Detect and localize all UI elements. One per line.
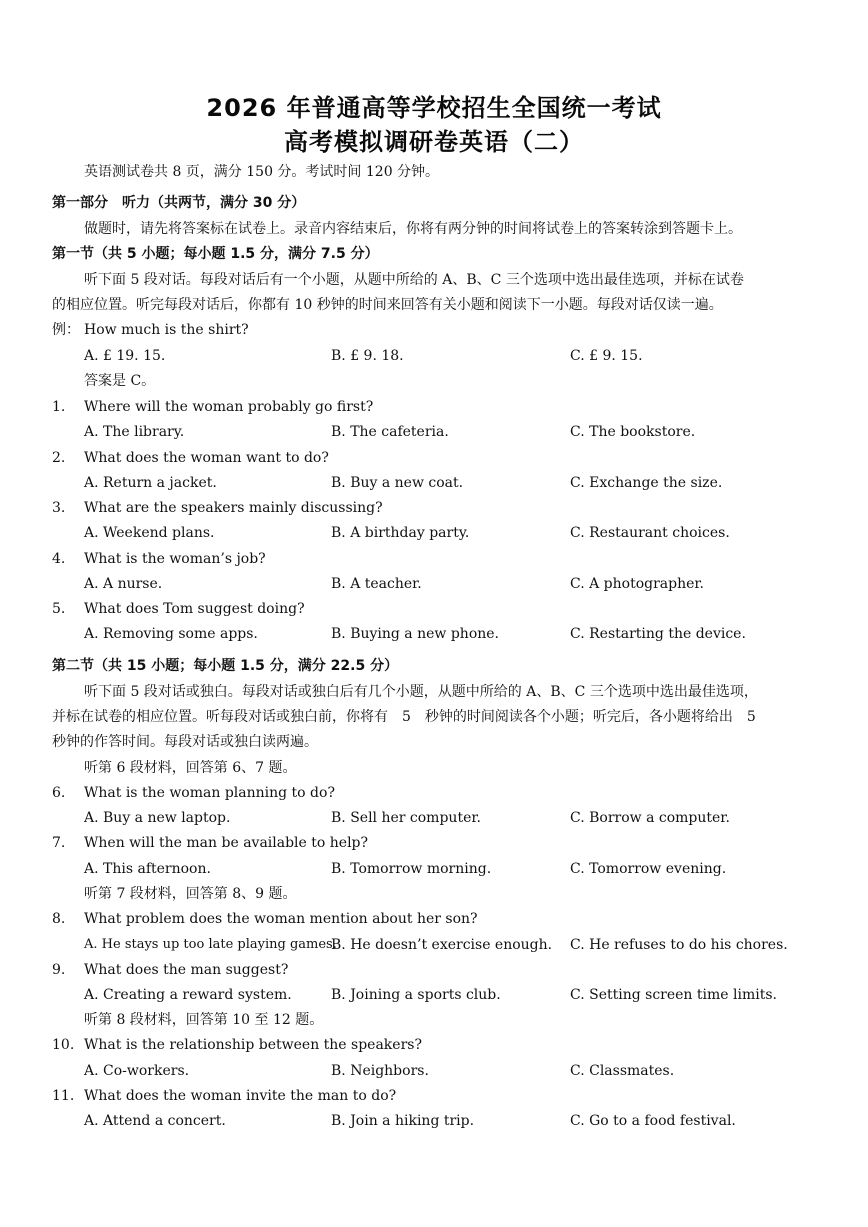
question-text: Where will the woman probably go first? xyxy=(84,399,374,415)
question-number: 9. xyxy=(52,962,66,978)
option-c: C. Tomorrow evening. xyxy=(570,861,727,877)
question-text: What does Tom suggest doing? xyxy=(84,601,305,617)
option-b: B. Neighbors. xyxy=(331,1063,429,1079)
section1-instructions-2: 的相应位置。听完每段对话后，你都有 10 秒钟的时间来回答有关小题和阅读下一小题。每段对话仅读一遍。 xyxy=(52,297,723,313)
question-number: 2. xyxy=(52,450,66,466)
option-c: C. Go to a food festival. xyxy=(570,1113,736,1129)
option-b: B. Tomorrow morning. xyxy=(331,861,492,877)
example-option-b: B. £ 9. 18. xyxy=(331,348,404,364)
option-c: C. Restarting the device. xyxy=(570,626,746,642)
example-answer: 答案是 C。 xyxy=(84,373,156,389)
exam-subtitle: 高考模拟调研卷英语（二） xyxy=(284,128,584,156)
section2-instructions-3: 秒钟的作答时间。每段对话或独白读两遍。 xyxy=(52,734,318,750)
option-a: A. This afternoon. xyxy=(84,861,211,877)
option-b: B. The cafeteria. xyxy=(331,424,449,440)
material-8-note: 听第 8 段材料，回答第 10 至 12 题。 xyxy=(84,1012,324,1028)
question-text: What does the man suggest? xyxy=(84,962,289,978)
option-b: B. A teacher. xyxy=(331,576,422,592)
option-c: C. Restaurant choices. xyxy=(570,525,730,541)
option-a: A. A nurse. xyxy=(84,576,163,592)
question-number: 4. xyxy=(52,551,66,567)
part1-instructions: 做题时，请先将答案标在试卷上。录音内容结束后，你将有两分钟的时间将试卷上的答案转涂到答题卡上。 xyxy=(84,221,742,237)
question-text: What are the speakers mainly discussing? xyxy=(84,500,383,516)
example-prefix: 例： xyxy=(52,322,80,338)
option-c: C. A photographer. xyxy=(570,576,705,592)
question-number: 5. xyxy=(52,601,66,617)
question-number: 7. xyxy=(52,835,66,851)
question-text: What is the woman’s job? xyxy=(84,551,266,567)
intro-text: 英语测试卷共 8 页，满分 150 分。考试时间 120 分钟。 xyxy=(84,164,440,180)
example-option-c: C. £ 9. 15. xyxy=(570,348,643,364)
option-a: A. Co-workers. xyxy=(84,1063,190,1079)
section2-instructions-1: 听下面 5 段对话或独白。每段对话或独白后有几个小题，从题中所给的 A、B、C 三个选项中选出最佳选项， xyxy=(84,684,758,700)
option-a: A. The library. xyxy=(84,424,185,440)
section2-heading: 第二节（共 15 小题；每小题 1.5 分，满分 22.5 分） xyxy=(52,658,399,674)
option-b: B. Sell her computer. xyxy=(331,810,481,826)
option-c: C. Classmates. xyxy=(570,1063,675,1079)
option-b: B. Buy a new coat. xyxy=(331,475,464,491)
question-number: 3. xyxy=(52,500,66,516)
question-number: 10. xyxy=(52,1037,75,1053)
option-b: B. Buying a new phone. xyxy=(331,626,499,642)
option-a: A. Return a jacket. xyxy=(84,475,217,491)
example-question: How much is the shirt? xyxy=(84,322,249,338)
option-a: A. He stays up too late playing games. xyxy=(84,937,337,952)
example-option-a: A. £ 19. 15. xyxy=(84,348,166,364)
option-a: A. Weekend plans. xyxy=(84,525,215,541)
section1-instructions-1: 听下面 5 段对话。每段对话后有一个小题，从题中所给的 A、B、C 三个选项中选出最佳选项，并标在试卷 xyxy=(84,272,744,288)
option-c: C. Exchange the size. xyxy=(570,475,723,491)
option-c: C. The bookstore. xyxy=(570,424,696,440)
option-c: C. He refuses to do his chores. xyxy=(570,937,788,953)
option-a: A. Creating a reward system. xyxy=(84,987,292,1003)
option-a: A. Buy a new laptop. xyxy=(84,810,231,826)
section2-instructions-2: 并标在试卷的相应位置。听每段对话或独白前，你将有 5 秒钟的时间阅读各个小题；听完后，各小题将给出 5 xyxy=(52,709,756,725)
question-text: What does the woman want to do? xyxy=(84,450,329,466)
question-text: What does the woman invite the man to do? xyxy=(84,1088,397,1104)
option-c: C. Setting screen time limits. xyxy=(570,987,777,1003)
question-number: 11. xyxy=(52,1088,75,1104)
question-text: What problem does the woman mention about her son? xyxy=(84,911,478,927)
question-text: What is the woman planning to do? xyxy=(84,785,335,801)
option-b: B. He doesn’t exercise enough. xyxy=(331,937,553,953)
question-number: 1. xyxy=(52,399,66,415)
material-6-note: 听第 6 段材料，回答第 6、7 题。 xyxy=(84,760,297,776)
section1-heading: 第一节（共 5 小题；每小题 1.5 分，满分 7.5 分） xyxy=(52,246,379,262)
part1-heading: 第一部分 听力（共两节，满分 30 分） xyxy=(52,195,306,211)
option-b: B. Joining a sports club. xyxy=(331,987,501,1003)
question-number: 6. xyxy=(52,785,66,801)
question-number: 8. xyxy=(52,911,66,927)
exam-title: 2026 年普通高等学校招生全国统一考试 xyxy=(206,94,662,122)
option-a: A. Removing some apps. xyxy=(84,626,258,642)
option-a: A. Attend a concert. xyxy=(84,1113,226,1129)
material-7-note: 听第 7 段材料，回答第 8、9 题。 xyxy=(84,886,297,902)
option-c: C. Borrow a computer. xyxy=(570,810,730,826)
option-b: B. A birthday party. xyxy=(331,525,470,541)
question-text: What is the relationship between the speakers? xyxy=(84,1037,422,1053)
question-text: When will the man be available to help? xyxy=(84,835,369,851)
option-b: B. Join a hiking trip. xyxy=(331,1113,475,1129)
